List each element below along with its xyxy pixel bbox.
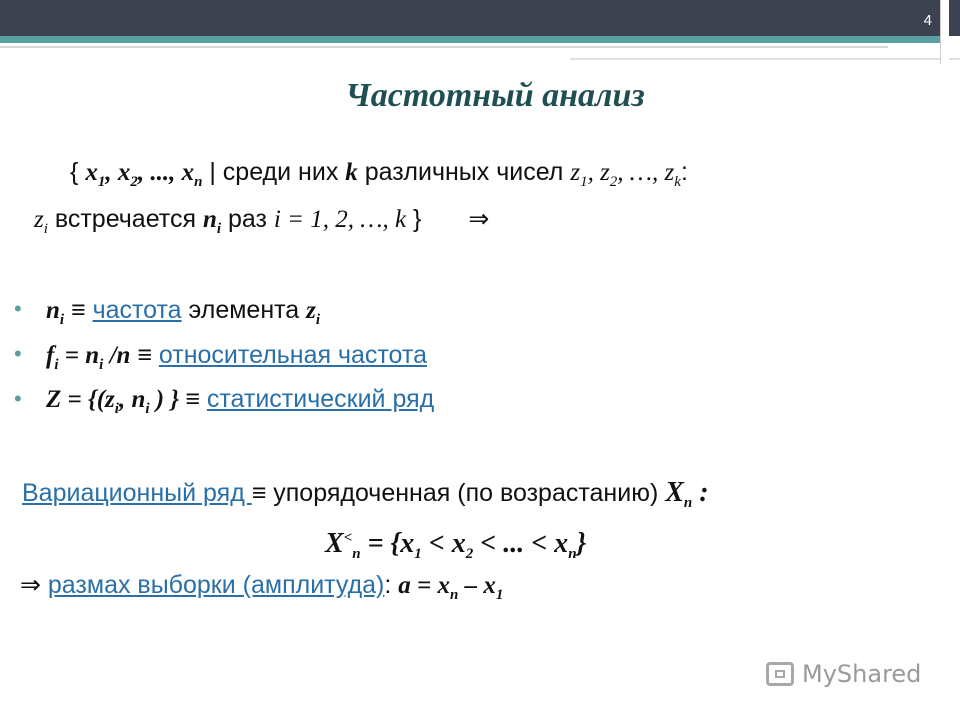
zi-term: $z_i$ [306, 297, 321, 328]
ni-term: $n_i$ [202, 206, 222, 237]
slide-title: Частотный анализ [345, 77, 645, 114]
ni-term: $n_i$ [46, 297, 65, 328]
slide-page-number: 4 [923, 12, 932, 29]
times-text: раз [221, 205, 274, 233]
ordered-ascending-text: ≡ упорядоченная (по возрастанию) [251, 479, 666, 507]
top-header-bar [0, 0, 960, 36]
bullet-dot-icon: • [14, 341, 22, 366]
set-definition-line-1 [70, 157, 688, 197]
set-definition-line-2 [34, 204, 489, 244]
header-divider-line-short [570, 58, 960, 60]
frequency-link[interactable]: частота [92, 296, 182, 324]
distinct-numbers-text: различных чисел [357, 158, 571, 186]
variation-series-definition [22, 478, 709, 518]
sample-range-line [20, 570, 503, 610]
among-them-text: | среди них [202, 158, 346, 186]
range-formula: $a = x_n - x_1$ [398, 572, 504, 603]
close-brace: } [406, 205, 422, 233]
open-brace: { [70, 158, 79, 186]
element-text: элемента [181, 296, 307, 324]
statistical-series-link[interactable]: статистический ряд [206, 385, 435, 413]
xn-term: $X_n$ : [665, 477, 709, 511]
bullet-frequency [46, 295, 320, 335]
x1-term: $x_1$, $x_2$, ..., $x_n$ [85, 159, 203, 190]
bullet-relative-frequency [46, 340, 427, 380]
variation-series-link[interactable]: Вариационный ряд [22, 479, 252, 507]
relative-frequency-link[interactable]: относительная частота [158, 341, 427, 369]
sample-range-link[interactable]: размах выборки (амплитуда) [47, 571, 385, 599]
bullet-statistical-series [46, 384, 434, 424]
myshared-watermark [766, 656, 921, 692]
occurs-text: встречается [47, 205, 203, 233]
watermark-text: MyShared [802, 660, 922, 688]
z-sequence: $z_1$, $z_2$, …, $z_k$ [570, 159, 681, 190]
header-accent-stripe [0, 36, 940, 43]
variation-series-formula: $X^<_n = \{x_1 < x_2$ < ... < $x_n$} [325, 528, 587, 562]
implies-arrow-icon: ⇒ [468, 204, 490, 233]
zi-term: $z_i$ [34, 206, 48, 237]
bullet-dot-icon: • [14, 296, 22, 321]
header-divider-line [0, 46, 888, 48]
k-variable: k [345, 159, 358, 186]
myshared-logo-icon [766, 662, 794, 686]
equiv-sign: ≡ [185, 385, 207, 413]
index-range: i = 1, 2, …, k [273, 206, 407, 233]
equiv-sign: ≡ [130, 341, 159, 369]
fi-formula: $f_i = n_i$ /n [46, 342, 131, 373]
header-vertical-divider [940, 0, 949, 64]
bullet-dot-icon: • [14, 386, 22, 411]
colon: : [680, 158, 688, 186]
colon: : [384, 571, 399, 599]
z-set-formula: $Z = \{(z_i$, $n_i$ ) } [46, 386, 186, 417]
implies-arrow-icon: ⇒ [20, 570, 41, 599]
equiv-sign: ≡ [64, 296, 93, 324]
